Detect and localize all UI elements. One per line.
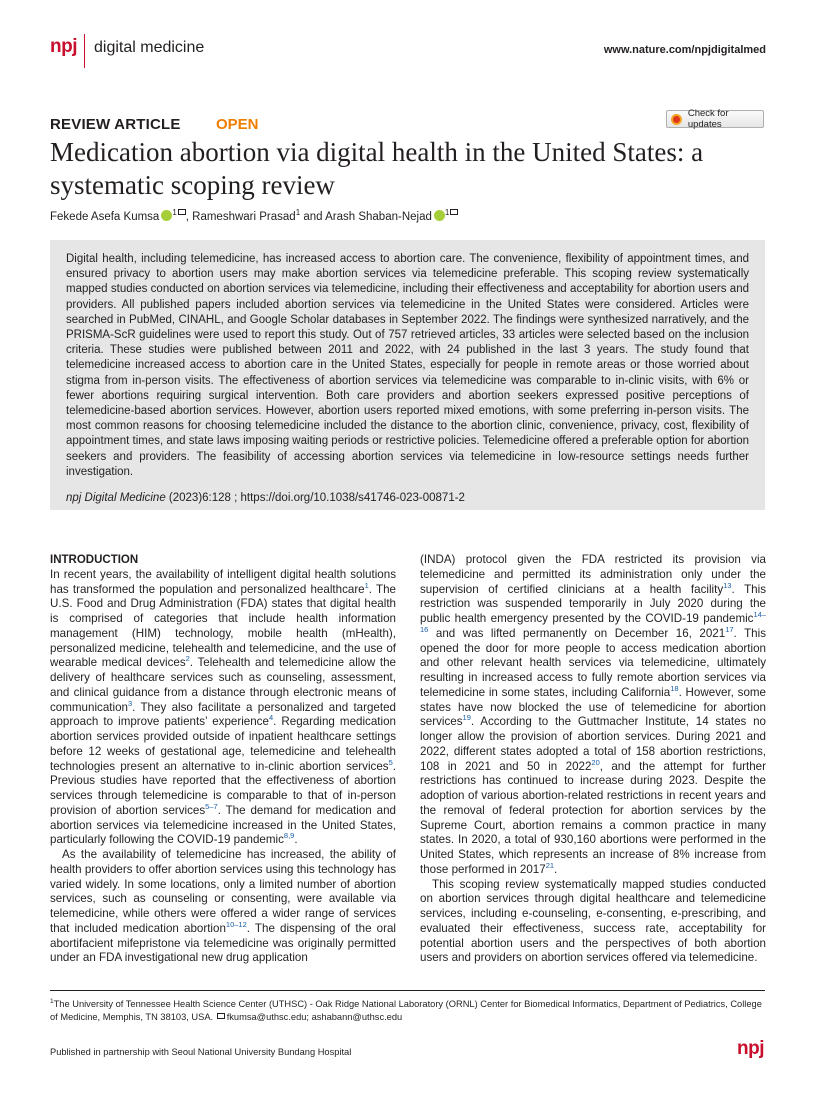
text-run: . This restriction was suspended temporarily in July 2020 during the public health emergency presented by the COVID-19 pandemic: [420, 582, 766, 625]
text-run: . Regarding medication abortion services provided outside of inpatient healthcare settings before 12 weeks of gestational age, telemedicine and telehealth technologies present an alternative to in-clinic abortion services: [50, 715, 396, 773]
orcid-icon[interactable]: [434, 210, 445, 221]
text-run: In recent years, the availability of intelligent digital health solutions has transformed the population and personalized healthcare: [50, 567, 396, 596]
text-run: . The demand for medication and abortion services via telemedicine increased in the United States, particularly following the COVID-19 pandemic: [50, 803, 396, 847]
author-affiliation: 1: [295, 208, 301, 217]
reference-link[interactable]: 1: [364, 580, 369, 590]
text-run: . The U.S. Food and Drug Administration (FDA) states that digital health is comprised of categories that include health information management (HIM) technology, mobile health (mHealth), personalized medicine, telehealth and telemedicine, and the use of wearable medical devices: [50, 582, 396, 670]
author-name[interactable]: Fekede Asefa Kumsa: [50, 210, 160, 223]
author-separator: and: [300, 210, 326, 223]
footnote-marker: 1: [50, 998, 54, 1005]
reference-link[interactable]: 14–16: [420, 610, 766, 634]
text-run: . They also facilitate a personalized and targeted approach to improve patients’ experience: [50, 700, 396, 729]
email-icon: [217, 1013, 225, 1019]
email-icon[interactable]: [450, 209, 458, 215]
reference-link[interactable]: 5: [388, 757, 393, 767]
abstract-text: Digital health, including telemedicine, has increased access to abortion care. The convenience, flexibility of appointment times, and ensured privacy to abortion users may make abortion services via telemedicine preferable. This scoping review systematically mapped studies conducted on abortion services via telemedicine, including their effectiveness and acceptability for abortion users and providers. All published papers included abortion services via telemedicine in the United States were considered. Articles were searched in PubMed, CINAHL, and Google Scholar databases in September 2022. The findings were synthesized narratively, and the PRISMA-ScR guidelines were used to report this study. Out of 757 retrieved articles, 33 articles were selected based on the inclusion criteria. These studies were published between 2011 and 2022, with 24 published in the last 3 years. The study found that telemedicine increased access to abortion care in the United States, especially for people in remote areas or those worried about stigma from in-person visits. The effectiveness of abortion services via telemedicine was comparable to in-clinic visits, with 6% or fewer abortions requiring surgical intervention. Both care providers and abortion seekers expressed positive perceptions of telemedicine-based abortion services. However, abortion users reported mixed emotions, with some preferring in-person visits. The most common reasons for choosing telemedicine included the distance to the abortion clinic, convenience, privacy, cost, flexibility of appointment times, and state laws imposing waiting periods or restrictive policies. Telemedicine offered a preferable option for abortion seekers and providers. The feasibility of accessing abortion services via telemedicine in low-resource settings needs further investigation.: [66, 253, 749, 478]
footer-text: Published in partnership with Seoul National University Bundang Hospital: [50, 1047, 352, 1057]
orcid-icon[interactable]: [161, 210, 172, 221]
logo-divider: [84, 34, 85, 68]
author-name[interactable]: Rameshwari Prasad: [192, 210, 296, 223]
body-column-left: [50, 553, 396, 966]
text-run: .: [554, 862, 558, 876]
crossmark-icon: [671, 114, 682, 125]
open-access-label: OPEN: [216, 116, 259, 133]
author-affiliation: 1: [444, 208, 450, 217]
reference-link[interactable]: 19: [462, 713, 471, 723]
reference-link[interactable]: 13: [723, 580, 732, 590]
check-for-updates-button[interactable]: [666, 110, 764, 128]
npj-logo[interactable]: npj: [50, 36, 77, 57]
journal-name: digital medicine: [94, 39, 205, 56]
citation-doi[interactable]: (2023)6:128 ; https://doi.org/10.1038/s41746-023-00871-2: [165, 492, 465, 505]
author-separator: ,: [185, 210, 193, 223]
text-run: . The dispensing of the oral abortifacient mifepristone via telemedicine was originally permitted under an FDA investigational new drug application: [50, 921, 396, 965]
text-run: .: [294, 833, 298, 847]
paragraph: [420, 878, 766, 967]
citation-journal: npj Digital Medicine: [66, 492, 166, 505]
citation-line: [66, 492, 749, 504]
text-run: and was lifted permanently on December 16, 2021: [428, 626, 726, 640]
author-list: [50, 208, 458, 223]
reference-link[interactable]: 21: [545, 860, 555, 870]
paragraph: [50, 568, 396, 848]
text-run: . However, some states have now blocked the use of telemedicine for abortion services: [420, 685, 767, 729]
reference-link[interactable]: 18: [670, 683, 679, 693]
article-type: REVIEW ARTICLE: [50, 116, 181, 133]
abstract-box: [50, 240, 765, 510]
section-heading: INTRODUCTION: [50, 554, 139, 566]
footer-npj-logo: npj: [737, 1038, 764, 1059]
text-run: . This opened the door for more people to access medication abortion and other relevant health services via telemedicine, ultimately resulting in increased access to fully remote abortion services via telemedicine in some states, including California: [420, 626, 766, 699]
text-run: . Previous studies have reported that the effectiveness of abortion services through telemedicine is comparable to that of in-person provision of abortion services: [50, 759, 396, 817]
affiliation-footnote: [50, 996, 765, 1023]
journal-url[interactable]: www.nature.com/npjdigitalmed: [603, 44, 766, 56]
author-affiliation: 1: [172, 208, 177, 217]
text-run: This scoping review systematically mapped studies conducted on abortion services through digital healthcare and telemedicine services, including e-counseling, e-consenting, e-prescribing, and evaluated their effectiveness, success rate, acceptability for potential abortion users and the perspectives of both abortion users and providers on abortion services offered via telemedicine.: [420, 877, 766, 965]
paragraph: [50, 848, 396, 966]
footnote-email[interactable]: fkumsa@uthsc.edu; ashabann@uthsc.edu: [226, 1011, 403, 1022]
reference-link[interactable]: 3: [127, 698, 133, 708]
text-run: As the availability of telemedicine has increased, the ability of health providers to offer abortion services using this technology has varied widely. In some locations, only a limited number of abortion services, such as counseling or consenting, were available via telemedicine, while others were offered a wider range of services that included medication abortion: [50, 848, 396, 935]
paragraph: [420, 553, 766, 878]
text-run: . According to the Guttmacher Institute, 14 states no longer allow the provision of abortion services. During 2021 and 2022, different states adopted a total of 158 abortion restrictions, 108 in 2021 and 50 in 2022: [420, 715, 766, 773]
reference-link[interactable]: 17: [725, 624, 734, 634]
text-run: (INDA) protocol given the FDA restricted its provision via telemedicine and permitted its administration only under the supervision of certified clinicians at a health facility: [420, 553, 766, 596]
footnote-rule: [50, 990, 765, 991]
check-for-updates-label: Check for updates: [687, 108, 729, 130]
reference-link[interactable]: 4: [268, 713, 274, 723]
footnote-text: The University of Tennessee Health Science Center (UTHSC) - Oak Ridge National Laboratory (ORNL) Center for Biomedical Informatics, Department of Pediatrics, College of Medicine, Memphis, TN 38103, USA.: [50, 999, 762, 1022]
text-run: . Telehealth and telemedicine allow the delivery of healthcare services such as counseling, assessment, and clinical guidance from a distance through electronic means of communication: [50, 656, 396, 714]
reference-link[interactable]: 8,9: [283, 831, 295, 841]
reference-link[interactable]: 2: [185, 654, 190, 664]
text-run: , and the attempt for further restrictions has continued to increase during 2023. Despite the adoption of various abortion-related restrictions in recent years and the removal of federal protection for abortion services by the Supreme Court, abortion remains a common practice in many states. In 2020, a total of 930,160 abortions were performed in the United States, which represents an increase of 8% increase from those performed in 2017: [420, 759, 766, 876]
reference-link[interactable]: 20: [591, 757, 600, 767]
email-icon[interactable]: [178, 209, 186, 215]
author-name[interactable]: Arash Shaban-Nejad: [325, 210, 432, 223]
body-column-right: [420, 553, 766, 966]
reference-link[interactable]: 10–12: [225, 919, 247, 929]
article-title: Medication abortion via digital health in the United States: a systematic scoping review: [50, 137, 704, 200]
reference-link[interactable]: 5–7: [205, 801, 218, 811]
